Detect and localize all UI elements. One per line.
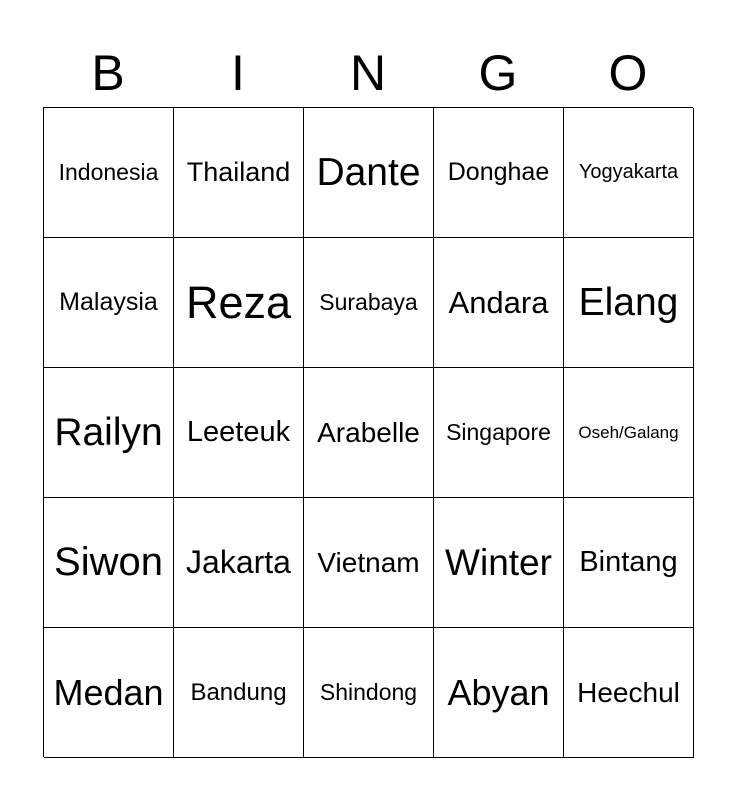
bingo-cell[interactable]: Shindong: [304, 628, 434, 758]
bingo-cell[interactable]: Donghae: [434, 108, 564, 238]
bingo-cell[interactable]: Siwon: [44, 498, 174, 628]
bingo-cell[interactable]: Surabaya: [304, 238, 434, 368]
bingo-header: [43, 40, 693, 106]
bingo-cell[interactable]: Bandung: [174, 628, 304, 758]
bingo-cell[interactable]: Bintang: [564, 498, 694, 628]
bingo-cell[interactable]: Singapore: [434, 368, 564, 498]
bingo-cell[interactable]: Railyn: [44, 368, 174, 498]
bingo-cell[interactable]: Reza: [174, 238, 304, 368]
bingo-cell[interactable]: Leeteuk: [174, 368, 304, 498]
bingo-cell[interactable]: Malaysia: [44, 238, 174, 368]
header-letter-b: B: [91, 45, 125, 101]
bingo-cell[interactable]: Arabelle: [304, 368, 434, 498]
bingo-cell[interactable]: Indonesia: [44, 108, 174, 238]
header-letter-n: N: [349, 45, 387, 101]
bingo-cell[interactable]: Vietnam: [304, 498, 434, 628]
bingo-cell[interactable]: Winter: [434, 498, 564, 628]
bingo-cell[interactable]: Abyan: [434, 628, 564, 758]
bingo-cell[interactable]: Jakarta: [174, 498, 304, 628]
bingo-grid: [43, 107, 693, 757]
header-letter-o: O: [608, 45, 648, 101]
bingo-cell[interactable]: Elang: [564, 238, 694, 368]
bingo-cell[interactable]: Medan: [44, 628, 174, 758]
bingo-cell[interactable]: Andara: [434, 238, 564, 368]
header-letter-i: I: [231, 45, 245, 101]
bingo-cell[interactable]: Oseh/Galang: [564, 368, 694, 498]
bingo-cell[interactable]: Heechul: [564, 628, 694, 758]
bingo-cell[interactable]: Thailand: [174, 108, 304, 238]
header-letter-g: G: [478, 45, 518, 101]
bingo-cell[interactable]: Yogyakarta: [564, 108, 694, 238]
bingo-cell[interactable]: Dante: [304, 108, 434, 238]
